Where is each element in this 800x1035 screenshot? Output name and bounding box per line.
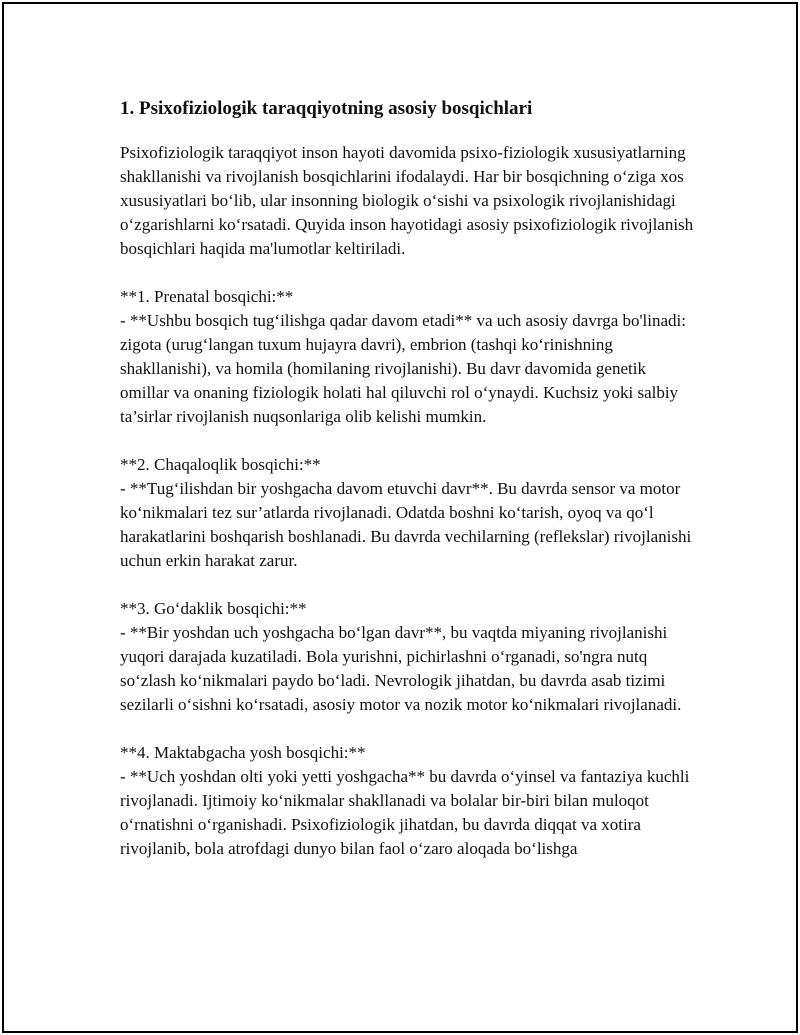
section-title-toddler: **3. Go‘daklik bosqichi:** [120,599,307,618]
section-body-preschool: - **Uch yoshdan olti yoki yetti yoshgacha** bu davrda o‘yinsel va fantaziya kuchli rivojlanadi. Ijtimoiy ko‘nikmalar shakllanadi va bolalar bir-biri bilan muloqot o‘rnatishni o‘rganishadi. Psixofiziologik jihatdan, bu davrda diqqat va xotira rivojlanib, bola atrofdagi dunyo bilan faol o‘zaro aloqada bo‘lishga [120,767,690,858]
document-content [120,96,696,861]
section-title-infancy: **2. Chaqaloqlik bosqichi:** [120,455,321,474]
section-title-preschool: **4. Maktabgacha yosh bosqichi:** [120,743,366,762]
section-body-toddler: - **Bir yoshdan uch yoshgacha bo‘lgan davr**, bu vaqtda miyaning rivojlanishi yuqori darajada kuzatiladi. Bola yurishni, pichirlashni o‘rganadi, so'ngra nutq so‘zlash ko‘nikmalari paydo bo‘ladi. Nevrologik jihatdan, bu davrda asab tizimi sezilarli o‘sishni ko‘rsatadi, asosiy motor va nozik motor ko‘nikmalari rivojlanadi. [120,623,682,714]
document-page [2,2,798,1033]
section-title-prenatal: **1. Prenatal bosqichi:** [120,287,294,306]
paragraph-gap [120,717,696,741]
page-title: 1. Psixofiziologik taraqqiyotning asosiy bosqichlari [120,98,533,119]
paragraph-gap [120,261,696,285]
section-body-prenatal: - **Ushbu bosqich tug‘ilishga qadar davom etadi** va uch asosiy davrga bo'linadi: zigota (urug‘langan tuxum hujayra davri), embrion (tashqi ko‘rinishning shakllanishi), va homila (homilaning rivojlanishi). Bu davr davomida genetik omillar va onaning fiziologik holati hal qiluvchi rol o‘ynaydi. Kuchsiz yoki salbiy ta’sirlar rivojlanish nuqsonlariga olib kelishi mumkin. [120,311,686,426]
section-body-infancy: - **Tug‘ilishdan bir yoshgacha davom etuvchi davr**. Bu davrda sensor va motor ko‘nikmalari tez sur’atlarda rivojlanadi. Odatda boshni ko‘tarish, oyoq va qo‘l harakatlarini boshqarish boshlanadi. Bu davrda vechilarning (reflekslar) rivojlanishi uchun erkin harakat zarur. [120,479,692,570]
paragraph-gap [120,573,696,597]
paragraph-gap [120,429,696,453]
intro-paragraph: Psixofiziologik taraqqiyot inson hayoti davomida psixo-fiziologik xususiyatlarning shakllanishi va rivojlanish bosqichlarini ifodalaydi. Har bir bosqichning o‘ziga xos xususiyatlari bo‘lib, ular insonning biologik o‘sishi va psixologik rivojlanishidagi o‘zgarishlarni ko‘rsatadi. Quyida inson hayotidagi asosiy psixofiziologik rivojlanish bosqichlari haqida ma'lumotlar keltiriladi. [120,143,694,258]
